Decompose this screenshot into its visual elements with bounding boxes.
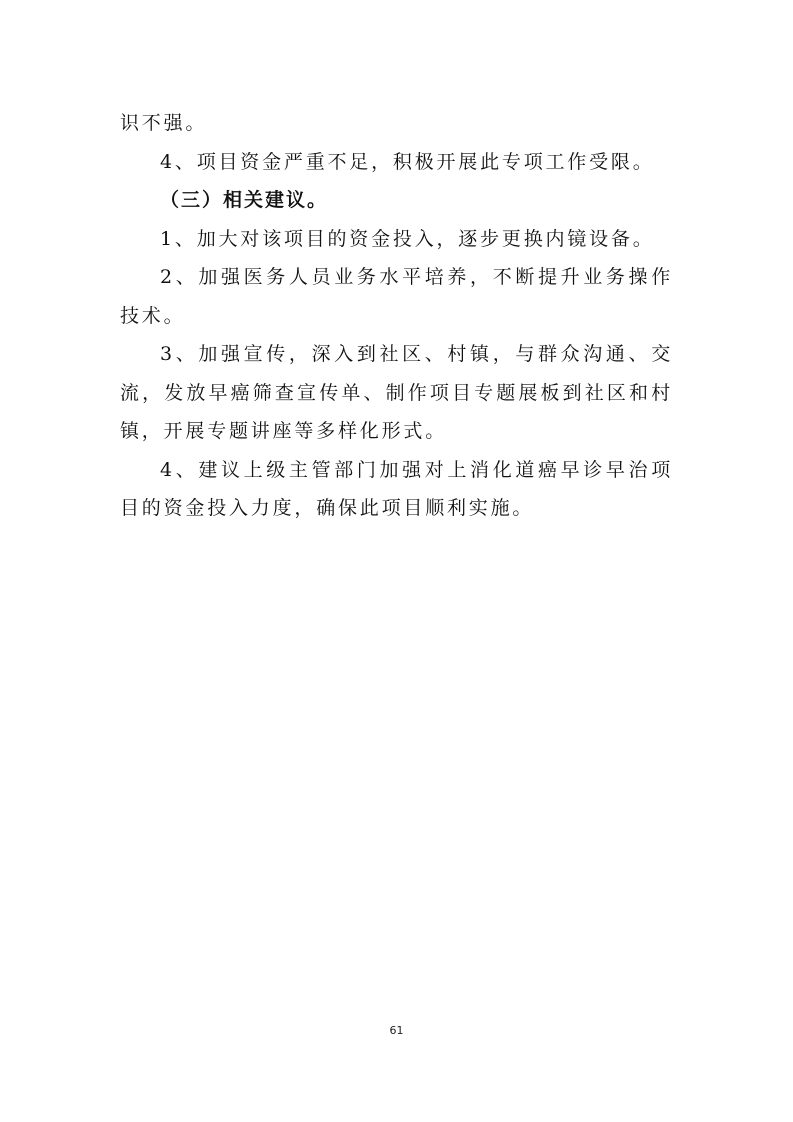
paragraph-funding-issue: 4、项目资金严重不足，积极开展此专项工作受限。 — [160, 150, 655, 173]
document-body — [120, 104, 673, 528]
suggestion-3: 3、加强宣传，深入到社区、村镇，与群众沟通、交流，发放早癌筛查宣传单、制作项目专题展板到社区和村镇，开展专题讲座等多样化形式。 — [120, 343, 673, 442]
suggestion-4: 4、建议上级主管部门加强对上消化道癌早诊早治项目的资金投入力度，确保此项目顺利实施。 — [120, 458, 673, 519]
section-heading: （三）相关建议。 — [160, 189, 329, 211]
suggestion-1: 1、加大对该项目的资金投入，逐步更换内镜设备。 — [160, 227, 655, 250]
suggestion-2: 2、加强医务人员业务水平培养，不断提升业务操作技术。 — [120, 266, 673, 327]
paragraph-continuation: 识不强。 — [120, 112, 208, 134]
page-number: 61 — [389, 1024, 404, 1037]
